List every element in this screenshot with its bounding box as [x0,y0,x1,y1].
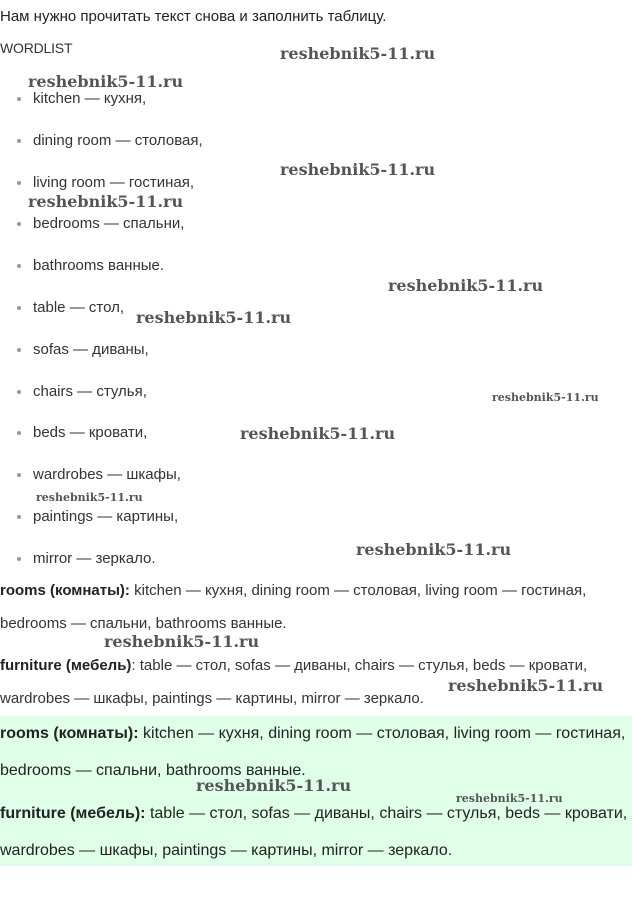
furniture-text: : table — стол, sofas — диваны, chairs — стулья, beds — кровати, wardrobes — шкафы, paintings — картины, mirror — зеркало. [0,657,588,707]
list-item [0,90,632,132]
furniture-label: furniture (мебель) [0,657,132,674]
list-item-text: paintings — картины, [33,507,179,525]
bullet-icon [17,306,21,310]
rooms-paragraph [0,574,632,640]
wordlist-heading: WORDLIST [0,40,73,56]
watermark-text: reshebnik5-11.ru [492,391,599,404]
list-item-text: dining room — столовая, [33,131,203,149]
list-item-text: wardrobes — шкафы, [33,466,181,484]
watermark-text: reshebnik5-11.ru [104,632,260,651]
list-item-text: living room — гостиная, [33,173,195,191]
watermark-text: reshebnik5-11.ru [456,792,563,805]
watermark-text: reshebnik5-11.ru [36,491,143,504]
watermark-text: reshebnik5-11.ru [448,676,604,695]
watermark-text: reshebnik5-11.ru [280,160,436,179]
answer-furniture-text: table — стол, sofas — диваны, chairs — стулья, beds — кровати, wardrobes — шкафы, paintings — картины, mirror — зеркало. [0,805,628,859]
list-item-text: sofas — диваны, [33,340,149,358]
rooms-label: rooms (комнаты): [0,582,130,599]
answer-rooms-text: kitchen — кухня, dining room — столовая, living room — гостиная, bedrooms — спальни, bathrooms ванные. [0,725,626,779]
watermark-text: reshebnik5-11.ru [136,308,292,327]
list-item-text: table — стол, [33,298,124,316]
answer-rooms-label: rooms (комнаты): [0,725,139,742]
watermark-text: reshebnik5-11.ru [388,276,544,295]
bullet-icon [17,181,21,185]
bullet-icon [17,557,21,561]
bullet-icon [17,473,21,477]
list-item-text: bedrooms — спальни, [33,215,185,233]
bullet-icon [17,222,21,226]
watermark-text: reshebnik5-11.ru [28,192,184,211]
list-item-text: bathrooms ванные. [33,257,165,275]
watermark-text: reshebnik5-11.ru [28,72,184,91]
intro-text: Нам нужно прочитать текст снова и заполнить таблицу. [0,8,387,25]
watermark-text: reshebnik5-11.ru [240,424,396,443]
list-item [0,215,632,257]
bullet-icon [17,97,21,101]
list-item-text: mirror — зеркало. [33,549,156,567]
list-item [0,508,632,550]
answer-furniture-paragraph [0,796,632,869]
bullet-icon [17,431,21,435]
watermark-text: reshebnik5-11.ru [196,776,352,795]
answer-furniture-label: furniture (мебель): [0,805,146,822]
list-item-text: kitchen — кухня, [33,90,147,107]
watermark-text: reshebnik5-11.ru [280,44,436,63]
bullet-icon [17,515,21,519]
list-item [0,299,632,341]
list-item-text: chairs — стулья, [33,382,147,400]
bullet-icon [17,264,21,268]
rooms-text: kitchen — кухня, dining room — столовая, living room — гостиная, bedrooms — спальни, bathrooms ванные. [0,582,587,632]
list-item [0,341,632,383]
watermark-text: reshebnik5-11.ru [356,540,512,559]
bullet-icon [17,348,21,352]
bullet-icon [17,139,21,143]
bullet-icon [17,390,21,394]
list-item-text: beds — кровати, [33,424,148,442]
